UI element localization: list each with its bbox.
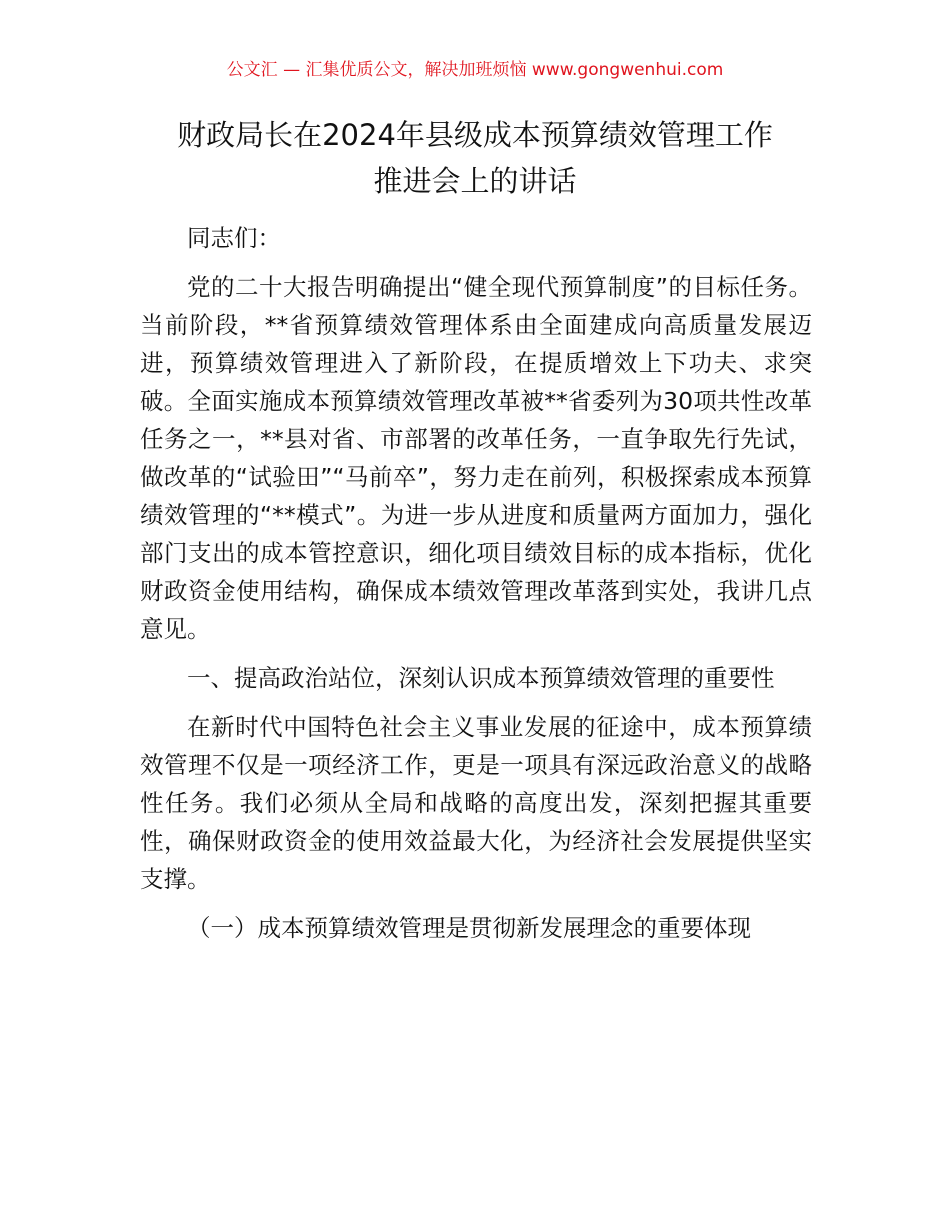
- greeting: 同志们：: [187, 224, 281, 252]
- intro-paragraph: 党的二十大报告明确提出“健全现代预算制度”的目标任务。当前阶段，**省预算绩效管理体系由全面建成向高质量发展迈进，预算绩效管理进入了新阶段，在提质增效上下功夫、求突破。全面实施成本预算绩效管理改革被**省委列为30项共性改革任务之一，**县对省、市部署的改革任务，一直争取先行先试，做改革的“试验田”“马前卒”，努力走在前列，积极探索成本预算绩效管理的“**模式”。为进一步从进度和质量两方面加力，强化部门支出的成本管控意识，细化项目绩效目标的成本指标，优化财政资金使用结构，确保成本绩效管理改革落到实处，我讲几点意见。: [140, 273, 812, 643]
- section-paragraph: 在新时代中国特色社会主义事业发展的征途中，成本预算绩效管理不仅是一项经济工作，更是一项具有深远政治意义的战略性任务。我们必须从全局和战略的高度出发，深刻把握其重要性，确保财政资金的使用效益最大化，为经济社会发展提供坚实支撑。: [140, 713, 812, 893]
- watermark-header: 公文汇 — 汇集优质公文，解决加班烦恼 www.gongwenhui.com: [226, 60, 724, 80]
- title-line-1: 财政局长在2024年县级成本预算绩效管理工作: [177, 118, 773, 152]
- subsection-heading: （一）成本预算绩效管理是贯彻新发展理念的重要体现: [187, 914, 751, 942]
- document-title: [100, 112, 850, 204]
- title-line-2: 推进会上的讲话: [373, 164, 577, 198]
- document-body: [140, 219, 812, 947]
- section-heading: 一、提高政治站位，深刻认识成本预算绩效管理的重要性: [187, 664, 775, 692]
